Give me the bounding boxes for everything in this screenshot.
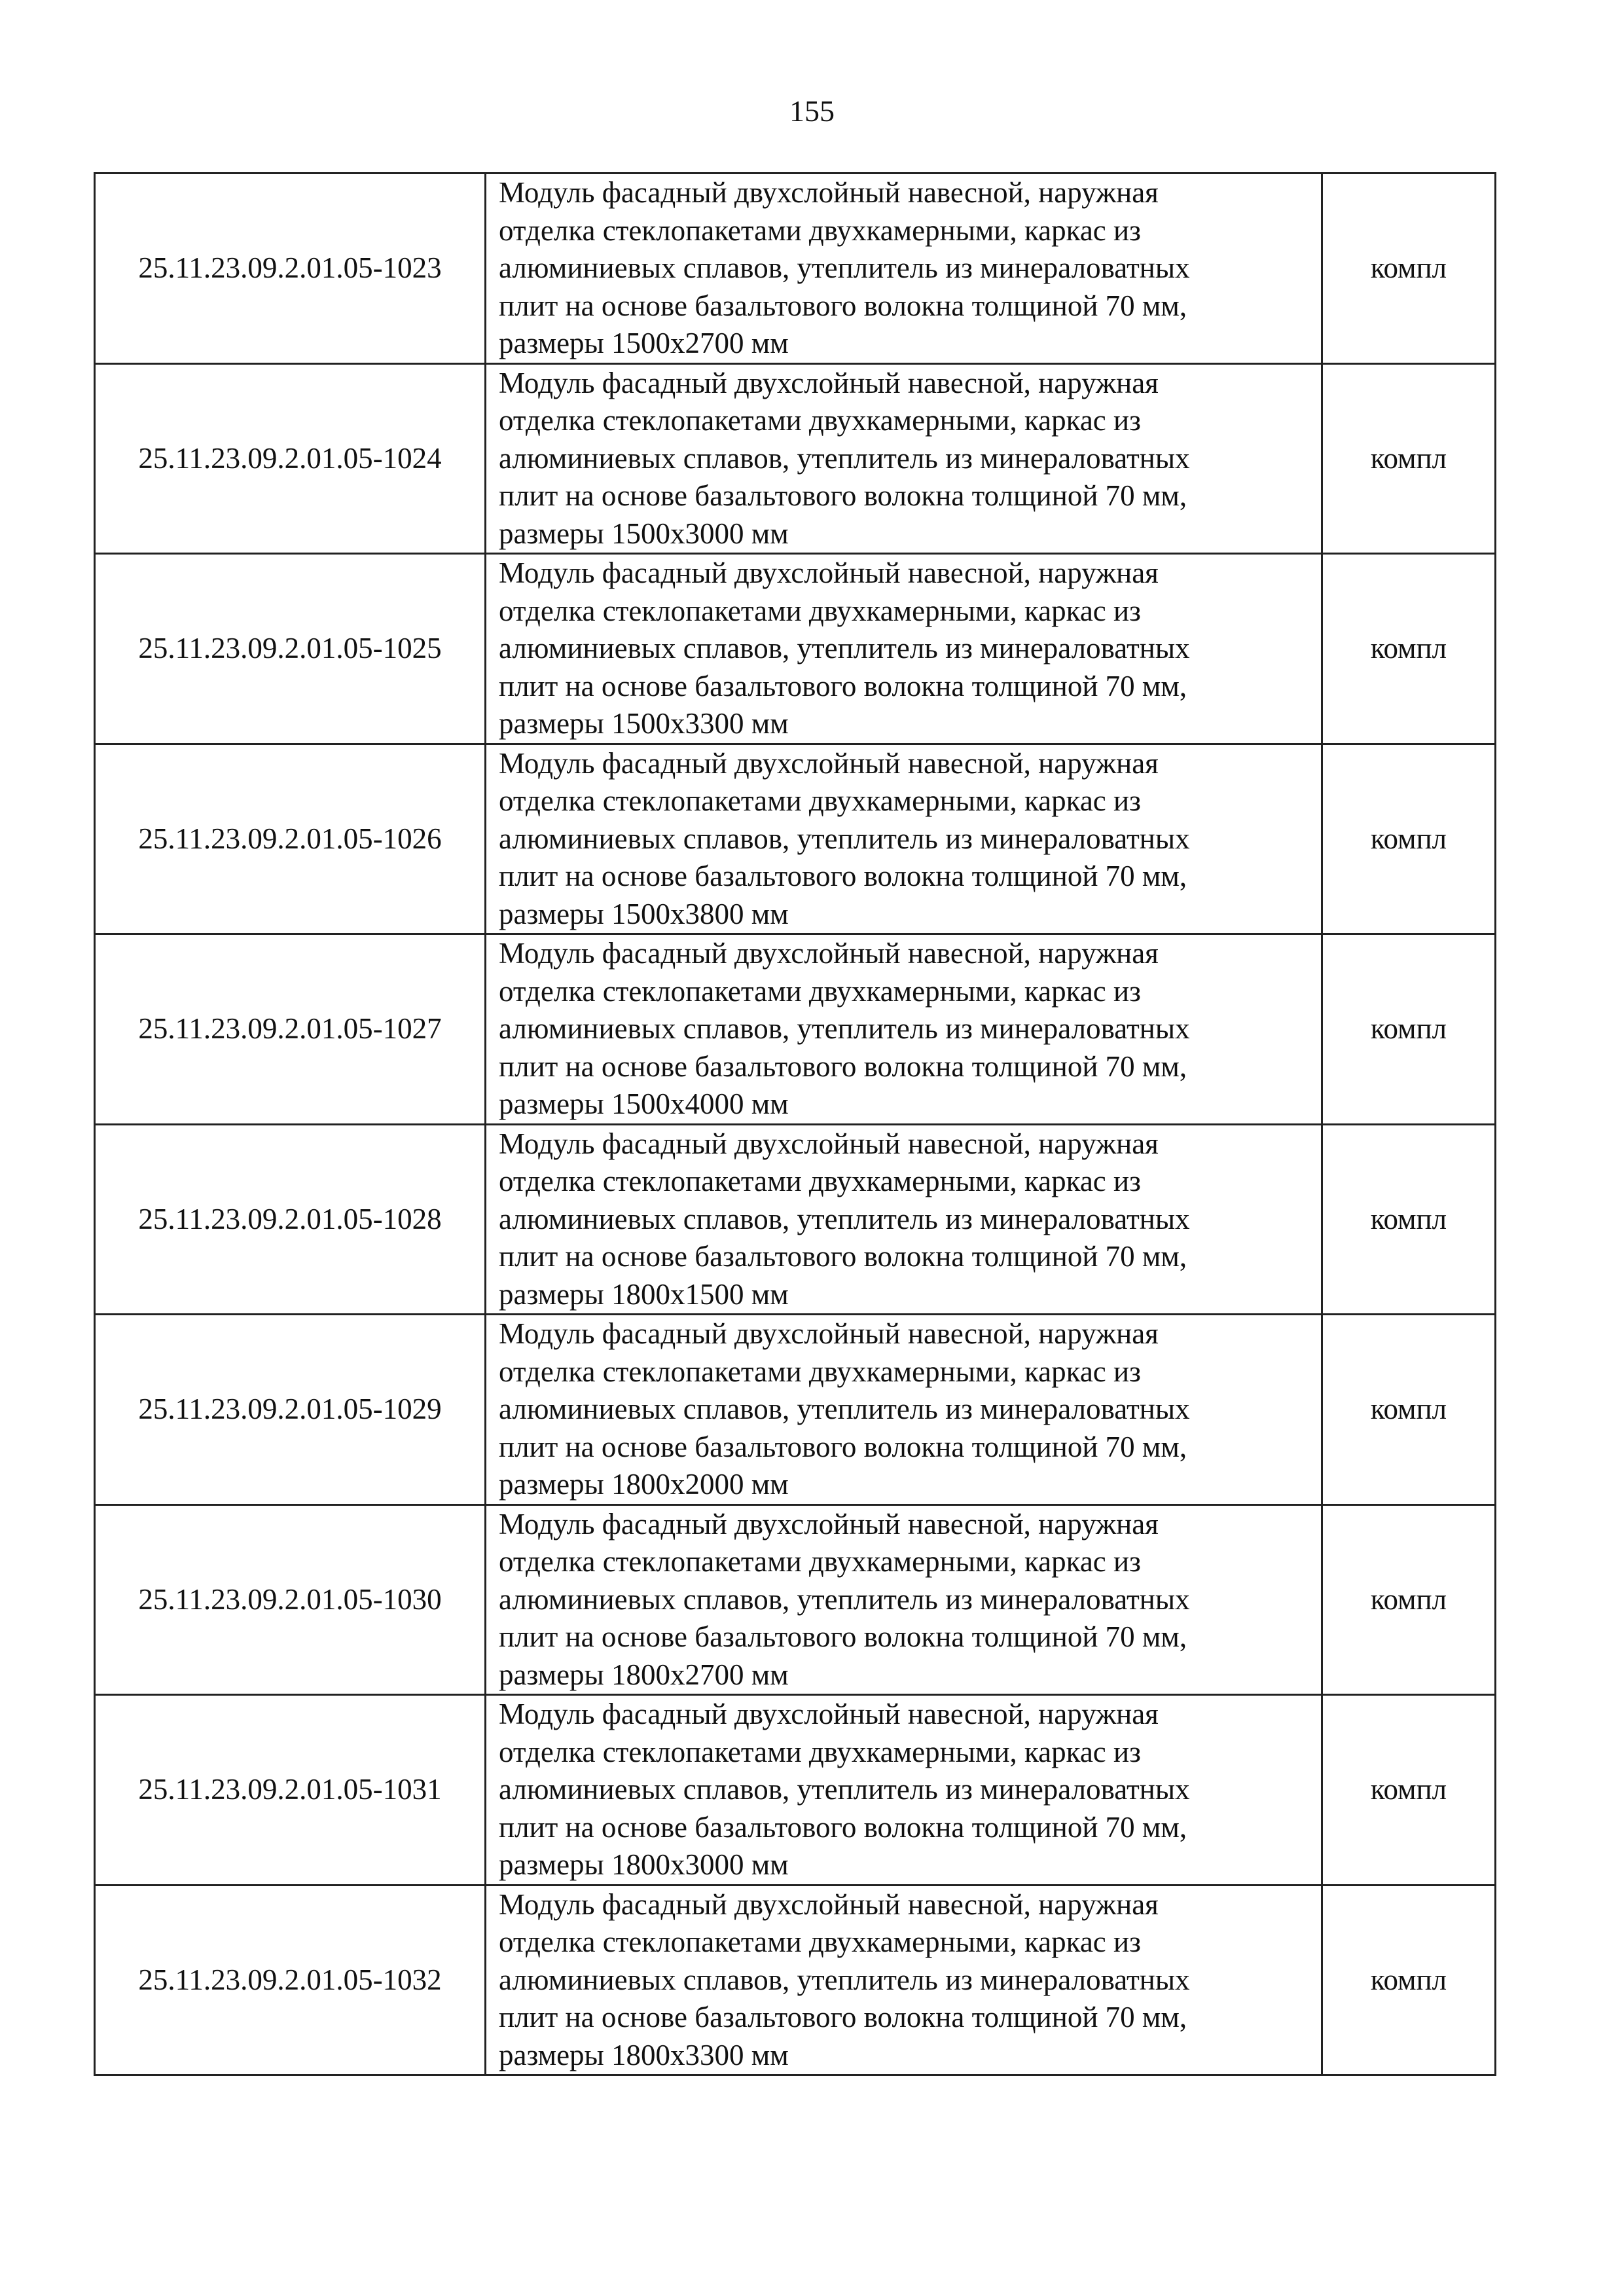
- code-cell: [95, 1885, 486, 2075]
- code-cell: [95, 1504, 486, 1695]
- unit-cell: [1322, 1504, 1496, 1695]
- description-line: размеры 1800х2700 мм: [499, 1658, 789, 1691]
- description-line: плит на основе базальтового волокна толщиной 70 мм,: [499, 669, 1187, 702]
- resource-code: 25.11.23.09.2.01.05-1025: [138, 632, 442, 665]
- description-cell: [486, 934, 1322, 1125]
- description-line: отделка стеклопакетами двухкамерными, каркас из: [499, 1355, 1141, 1388]
- unit-of-measure: компл: [1370, 1582, 1447, 1616]
- description-line: отделка стеклопакетами двухкамерными, каркас из: [499, 1165, 1141, 1197]
- page-number: 155: [789, 94, 835, 128]
- description-line: плит на основе базальтового волокна толщиной 70 мм,: [499, 860, 1187, 892]
- description-line: плит на основе базальтового волокна толщиной 70 мм,: [499, 1430, 1187, 1463]
- resource-code: 25.11.23.09.2.01.05-1026: [138, 822, 442, 855]
- description-line: отделка стеклопакетами двухкамерными, каркас из: [499, 1925, 1141, 1958]
- description-line: размеры 1500х3800 мм: [499, 897, 789, 930]
- resource-code: 25.11.23.09.2.01.05-1028: [138, 1202, 442, 1235]
- resource-code: 25.11.23.09.2.01.05-1030: [138, 1582, 442, 1616]
- description-line: размеры 1500х3300 мм: [499, 707, 789, 740]
- unit-cell: [1322, 554, 1496, 744]
- description-cell: [486, 1315, 1322, 1505]
- table-row: [95, 1504, 1496, 1695]
- unit-of-measure: компл: [1370, 822, 1447, 855]
- description-line: плит на основе базальтового волокна толщиной 70 мм,: [499, 2001, 1187, 2033]
- unit-cell: [1322, 1124, 1496, 1315]
- description-cell: [486, 363, 1322, 554]
- code-cell: [95, 1315, 486, 1505]
- table-row: [95, 744, 1496, 934]
- description-line: Модуль фасадный двухслойный навесной, наружная: [499, 556, 1159, 589]
- description-text: [486, 935, 1321, 1123]
- unit-of-measure: компл: [1370, 251, 1447, 284]
- description-line: плит на основе базальтового волокна толщиной 70 мм,: [499, 1810, 1187, 1844]
- description-cell: [486, 173, 1322, 364]
- code-cell: [95, 554, 486, 744]
- code-cell: [95, 934, 486, 1125]
- unit-of-measure: компл: [1370, 1012, 1447, 1045]
- description-line: алюминиевых сплавов, утеплитель из минераловатных: [499, 1012, 1190, 1045]
- description-text: [486, 365, 1321, 553]
- description-line: Модуль фасадный двухслойный навесной, наружная: [499, 1698, 1159, 1730]
- code-cell: [95, 1124, 486, 1315]
- resource-code: 25.11.23.09.2.01.05-1029: [138, 1393, 442, 1425]
- description-line: отделка стеклопакетами двухкамерными, каркас из: [499, 1545, 1141, 1578]
- description-line: размеры 1800х2000 мм: [499, 1468, 789, 1501]
- description-line: отделка стеклопакетами двухкамерными, каркас из: [499, 404, 1141, 437]
- unit-of-measure: компл: [1370, 1963, 1447, 1996]
- description-text: [486, 1886, 1321, 2075]
- code-cell: [95, 173, 486, 364]
- description-cell: [486, 1124, 1322, 1315]
- unit-of-measure: компл: [1370, 632, 1447, 665]
- description-line: плит на основе базальтового волокна толщиной 70 мм,: [499, 1240, 1187, 1273]
- description-line: Модуль фасадный двухслойный навесной, наружная: [499, 366, 1159, 399]
- table-row: [95, 554, 1496, 744]
- table-body: [95, 173, 1496, 2075]
- description-line: алюминиевых сплавов, утеплитель из минераловатных: [499, 1202, 1190, 1235]
- description-line: алюминиевых сплавов, утеплитель из минераловатных: [499, 1393, 1190, 1425]
- resource-code: 25.11.23.09.2.01.05-1031: [138, 1773, 442, 1806]
- description-cell: [486, 744, 1322, 934]
- table-row: [95, 363, 1496, 554]
- description-text: [486, 745, 1321, 934]
- code-cell: [95, 1695, 486, 1886]
- unit-cell: [1322, 363, 1496, 554]
- description-line: Модуль фасадный двухслойный навесной, наружная: [499, 746, 1159, 780]
- description-line: Модуль фасадный двухслойный навесной, наружная: [499, 1317, 1159, 1350]
- description-line: алюминиевых сплавов, утеплитель из минераловатных: [499, 441, 1190, 475]
- description-line: алюминиевых сплавов, утеплитель из минераловатных: [499, 251, 1190, 284]
- unit-of-measure: компл: [1370, 1202, 1447, 1235]
- code-cell: [95, 744, 486, 934]
- resource-code: 25.11.23.09.2.01.05-1023: [138, 251, 442, 284]
- description-line: алюминиевых сплавов, утеплитель из минераловатных: [499, 822, 1190, 855]
- table-row: [95, 1124, 1496, 1315]
- description-line: плит на основе базальтового волокна толщиной 70 мм,: [499, 1049, 1187, 1083]
- description-text: [486, 555, 1321, 743]
- table-row: [95, 1315, 1496, 1505]
- resource-code: 25.11.23.09.2.01.05-1032: [138, 1963, 442, 1996]
- description-line: отделка стеклопакетами двухкамерными, каркас из: [499, 974, 1141, 1008]
- unit-of-measure: компл: [1370, 1393, 1447, 1425]
- description-cell: [486, 554, 1322, 744]
- description-cell: [486, 1504, 1322, 1695]
- description-line: размеры 1800х3300 мм: [499, 2038, 789, 2071]
- description-line: отделка стеклопакетами двухкамерными, каркас из: [499, 594, 1141, 627]
- description-text: [486, 1506, 1321, 1694]
- description-line: алюминиевых сплавов, утеплитель из минераловатных: [499, 1773, 1190, 1806]
- description-line: алюминиевых сплавов, утеплитель из минераловатных: [499, 1582, 1190, 1616]
- description-line: плит на основе базальтового волокна толщиной 70 мм,: [499, 1620, 1187, 1653]
- description-line: отделка стеклопакетами двухкамерными, каркас из: [499, 1735, 1141, 1768]
- description-line: отделка стеклопакетами двухкамерными, каркас из: [499, 213, 1141, 247]
- description-line: отделка стеклопакетами двухкамерными, каркас из: [499, 784, 1141, 817]
- description-cell: [486, 1885, 1322, 2075]
- description-line: размеры 1500х4000 мм: [499, 1087, 789, 1120]
- description-line: Модуль фасадный двухслойный навесной, наружная: [499, 1887, 1159, 1921]
- description-text: [486, 1696, 1321, 1884]
- description-text: [486, 1125, 1321, 1314]
- unit-cell: [1322, 173, 1496, 364]
- unit-cell: [1322, 934, 1496, 1125]
- table-row: [95, 1695, 1496, 1886]
- table-row: [95, 1885, 1496, 2075]
- description-line: размеры 1800х1500 мм: [499, 1277, 789, 1311]
- description-line: Модуль фасадный двухслойный навесной, наружная: [499, 176, 1159, 209]
- description-line: Модуль фасадный двухслойный навесной, наружная: [499, 1507, 1159, 1540]
- unit-of-measure: компл: [1370, 441, 1447, 475]
- unit-cell: [1322, 1315, 1496, 1505]
- resource-table: [94, 172, 1496, 2076]
- unit-cell: [1322, 1695, 1496, 1886]
- table-row: [95, 173, 1496, 364]
- resource-code: 25.11.23.09.2.01.05-1027: [138, 1012, 442, 1045]
- description-cell: [486, 1695, 1322, 1886]
- unit-cell: [1322, 744, 1496, 934]
- table-row: [95, 934, 1496, 1125]
- resource-code: 25.11.23.09.2.01.05-1024: [138, 441, 442, 475]
- description-line: размеры 1500х3000 мм: [499, 517, 789, 550]
- unit-of-measure: компл: [1370, 1773, 1447, 1806]
- description-line: Модуль фасадный двухслойный навесной, наружная: [499, 1127, 1159, 1160]
- description-line: алюминиевых сплавов, утеплитель из минераловатных: [499, 632, 1190, 665]
- unit-cell: [1322, 1885, 1496, 2075]
- code-cell: [95, 363, 486, 554]
- description-line: плит на основе базальтового волокна толщиной 70 мм,: [499, 289, 1187, 322]
- description-line: алюминиевых сплавов, утеплитель из минераловатных: [499, 1963, 1190, 1996]
- description-text: [486, 174, 1321, 363]
- description-line: размеры 1500х2700 мм: [499, 327, 789, 359]
- description-text: [486, 1315, 1321, 1504]
- description-line: плит на основе базальтового волокна толщиной 70 мм,: [499, 479, 1187, 512]
- description-line: Модуль фасадный двухслойный навесной, наружная: [499, 937, 1159, 970]
- description-line: размеры 1800х3000 мм: [499, 1848, 789, 1881]
